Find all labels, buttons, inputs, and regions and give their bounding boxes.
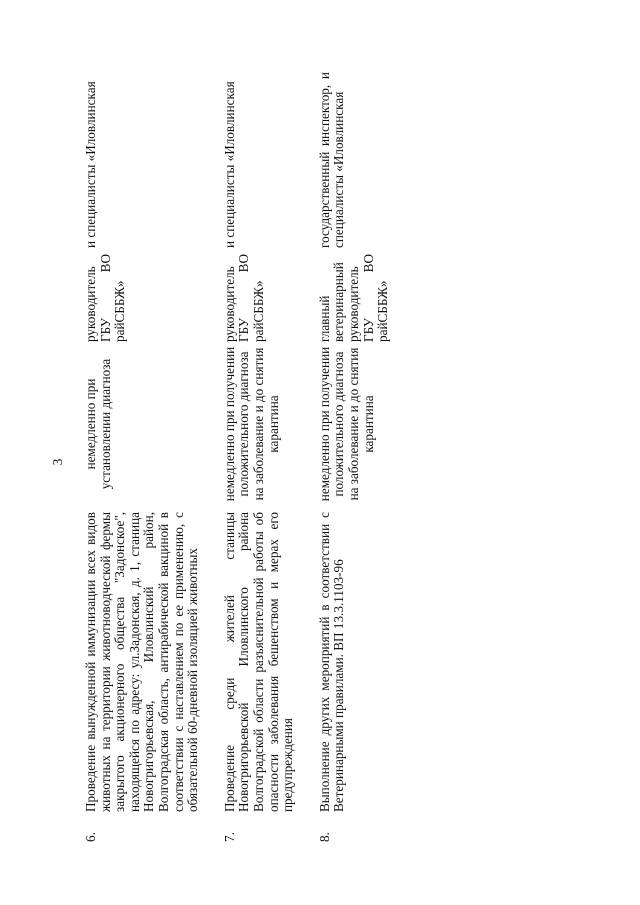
participants-cell: государственный инспектор, и специалисты «Иловлинская (316, 72, 347, 248)
rotated-page-content (50, 72, 554, 842)
term-cell: немедленно при установлении диагноза (83, 358, 113, 490)
activity-cell: Проведение среди жителей станицы Новогригорьевской Иловлинского района Волгоградской области разъяснительной работы об опасности заболевания бешенством и мерах его предупреждения (221, 512, 296, 812)
measures-table (84, 72, 399, 842)
table-row-7 (209, 72, 304, 842)
table-row-8 (304, 72, 399, 842)
table-row-6 (84, 72, 209, 842)
responsible-cell: руководитель ГБУ ВО райСББЖ» (83, 254, 128, 342)
responsible-cell: руководитель ГБУ ВО райСББЖ» (221, 254, 266, 342)
term-cell: немедленно при получении положительного диагноза на заболевание и до снятия карантина (316, 346, 376, 502)
activity-cell: Выполнение других мероприятий в соответствии с Ветеринарными правилами. ВП 13.3.1103-96 (316, 512, 347, 812)
row-number: 7. (221, 832, 237, 842)
term-cell: немедленно при получении положительного диагноза на заболевание и до снятия карантина (221, 346, 281, 502)
participants-cell: и специалисты «Иловлинская (221, 81, 237, 248)
activity-cell: Проведение вынужденной иммунизации всех видов животных на территории животноводческой фермы закрытого акционерного общества "Задонское", находящейся по адресу: ул.Задонская, д. 1, станица Новогригорьевская, Иловлинский район, Волгоградская область, антирабической вакциной в соответствии с наставлением по ее применению, с обязательной 60-дневной изоляцией животных (83, 512, 201, 812)
row-number: 8. (316, 832, 332, 842)
responsible-cell: главный ветеринарный руководитель ГБУ ВО райСББЖ» (316, 254, 391, 342)
row-number: 6. (83, 832, 98, 842)
participants-cell: и специалисты «Иловлинская (83, 81, 98, 248)
page-number: 3 (50, 458, 65, 466)
